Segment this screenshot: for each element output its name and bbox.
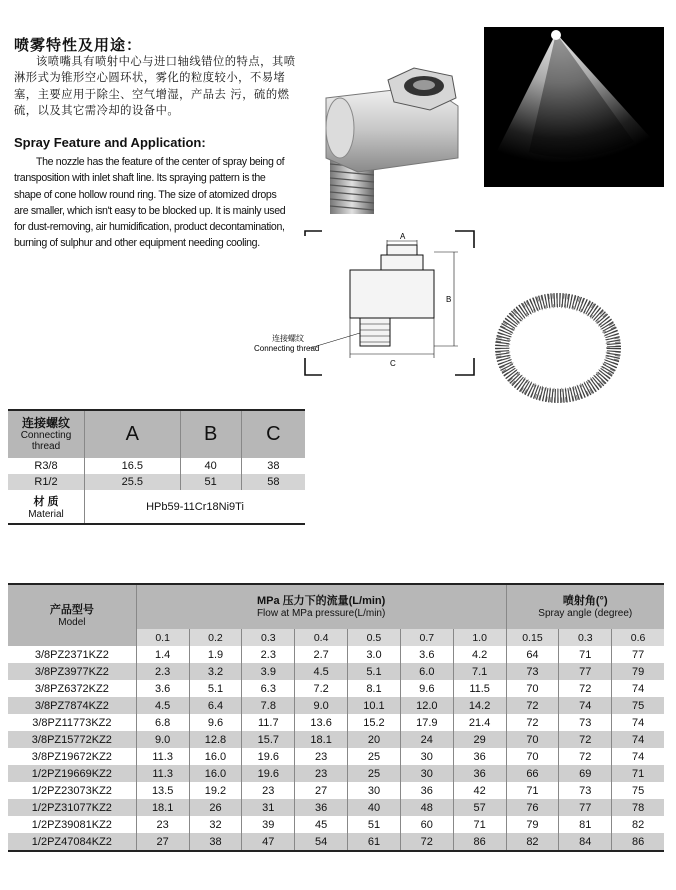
flow-cell: 36: [453, 748, 506, 765]
angle-cell: 86: [612, 833, 664, 851]
angle-cell: 69: [559, 765, 612, 782]
model-cell: 1/2PZ47084KZ2: [8, 833, 136, 851]
flow-cell: 19.6: [242, 765, 295, 782]
title-en: Spray Feature and Application:: [14, 135, 206, 150]
angle-cell: 74: [612, 748, 664, 765]
material-label-cn: 材 质: [33, 496, 59, 508]
angle-cell: 72: [506, 697, 559, 714]
angle-cell: 73: [559, 714, 612, 731]
flow-cell: 13.5: [136, 782, 189, 799]
flow-cell: 19.6: [242, 748, 295, 765]
flow-cell: 38: [189, 833, 242, 851]
angle-cell: 82: [612, 816, 664, 833]
flow-cell: 11.3: [136, 748, 189, 765]
flow-cell: 60: [400, 816, 453, 833]
flow-cell: 7.8: [242, 697, 295, 714]
dim-label-b: B: [446, 295, 452, 304]
flow-cell: 6.4: [189, 697, 242, 714]
header-col-c: C: [241, 410, 305, 458]
flow-cell: 30: [400, 765, 453, 782]
flow-cell: 11.7: [242, 714, 295, 731]
angle-cell: 66: [506, 765, 559, 782]
flow-cell: 57: [453, 799, 506, 816]
model-cell: 1/2PZ23073KZ2: [31, 784, 112, 797]
flow-cell: 23: [295, 748, 348, 765]
angle-cell: 73: [506, 663, 559, 680]
pressure-header: 0.1: [136, 629, 189, 646]
model-cell: 3/8PZ7874KZ2: [8, 697, 136, 714]
flow-cell: 25: [348, 748, 401, 765]
flow-cell: 16.0: [189, 748, 242, 765]
table-row: [8, 799, 664, 816]
spray-ring-pattern: [484, 282, 634, 412]
material-value: HPb59-11Cr18Ni9Ti: [85, 490, 306, 524]
angle-cell: 74: [612, 714, 664, 731]
flow-cell: 23: [242, 782, 295, 799]
flow-cell: 36: [400, 782, 453, 799]
table-row: [8, 748, 664, 765]
header-col-b: B: [180, 410, 241, 458]
flow-cell: 15.7: [242, 731, 295, 748]
thread-label-cn: 连接螺纹: [272, 334, 304, 343]
model-cell: 3/8PZ2371KZ2: [34, 648, 109, 661]
header-connecting-thread: 连接螺纹 Connecting thread: [8, 410, 85, 458]
angle-cell: 71: [559, 646, 612, 663]
table-row: [8, 663, 664, 680]
flow-cell: 13.6: [295, 714, 348, 731]
flow-cell: 12.8: [189, 731, 242, 748]
flow-cell: 4.5: [136, 697, 189, 714]
flow-cell: 6.0: [400, 663, 453, 680]
dim-label-c: C: [390, 359, 396, 368]
flow-cell: 18.1: [136, 799, 189, 816]
angle-cell: 71: [612, 765, 664, 782]
flow-cell: 54: [295, 833, 348, 851]
angle-cell: 64: [506, 646, 559, 663]
flow-cell: 5.1: [189, 680, 242, 697]
flow-cell: 5.1: [348, 663, 401, 680]
angle-cell: 82: [506, 833, 559, 851]
flow-cell: 9.6: [400, 680, 453, 697]
flow-cell: 3.6: [136, 680, 189, 697]
flow-cell: 10.1: [348, 697, 401, 714]
flow-cell: 1.9: [189, 646, 242, 663]
flow-cell: 21.4: [453, 714, 506, 731]
model-cell: 1/2PZ39081KZ2: [31, 818, 112, 831]
flow-cell: 3.0: [348, 646, 401, 663]
pressure-header: 0.2: [189, 629, 242, 646]
angle-pressure-header: 0.3: [559, 629, 612, 646]
model-cell: 3/8PZ11773KZ2: [32, 716, 112, 729]
pressure-header: 1.0: [453, 629, 506, 646]
table-row: [8, 646, 664, 663]
material-row: [8, 490, 305, 524]
header-model: 产品型号 Model: [8, 584, 136, 646]
flow-cell: 47: [242, 833, 295, 851]
flow-cell: 72: [400, 833, 453, 851]
flow-cell: 48: [400, 799, 453, 816]
angle-cell: 72: [559, 748, 612, 765]
angle-cell: 70: [506, 748, 559, 765]
flow-cell: 20: [348, 731, 401, 748]
header-spray-angle: 喷射角(°) Spray angle (degree): [506, 584, 664, 629]
flow-cell: 3.9: [242, 663, 295, 680]
table-row: [8, 680, 664, 697]
angle-cell: 77: [559, 663, 612, 680]
flow-cell: 45: [295, 816, 348, 833]
flow-cell: 39: [242, 816, 295, 833]
flow-cell: 9.0: [295, 697, 348, 714]
pressure-header: 0.3: [242, 629, 295, 646]
table-row: [8, 816, 664, 833]
flow-cell: 17.9: [400, 714, 453, 731]
flow-cell: 27: [136, 833, 189, 851]
pressure-header: 0.4: [295, 629, 348, 646]
table-row: [8, 714, 664, 731]
thread-label-en: Connecting thread: [254, 344, 320, 353]
angle-cell: 81: [559, 816, 612, 833]
dimension-drawing: [250, 228, 482, 380]
dimensions-table: [8, 409, 305, 525]
flow-cell: 32: [189, 816, 242, 833]
material-label-en: Material: [28, 509, 64, 520]
table-row: [8, 765, 664, 782]
flow-cell: 9.6: [189, 714, 242, 731]
flow-cell: 7.1: [453, 663, 506, 680]
table-row: [8, 697, 664, 714]
model-cell: 3/8PZ3977KZ2: [8, 663, 136, 680]
flow-cell: 18.1: [295, 731, 348, 748]
model-cell: 3/8PZ19672KZ2: [31, 750, 112, 763]
angle-cell: 77: [559, 799, 612, 816]
header-col-a: A: [85, 410, 181, 458]
table-row: [8, 782, 664, 799]
angle-pressure-header: 0.6: [612, 629, 664, 646]
flow-cell: 6.8: [136, 714, 189, 731]
flow-cell: 8.1: [348, 680, 401, 697]
flow-cell: 6.3: [242, 680, 295, 697]
description-cn: 该喷嘴具有喷射中心与进口轴线错位的特点，其喷淋形式为锥形空心圆环状，雾化的粒度较小，不易堵塞，主要应用于除尘、空气增湿，产品去 污，硫的燃硫，以及其它需冷却的设备中。: [14, 55, 296, 118]
flow-cell: 26: [189, 799, 242, 816]
angle-cell: 78: [612, 799, 664, 816]
flow-cell: 4.2: [453, 646, 506, 663]
flow-cell: 29: [453, 731, 506, 748]
angle-cell: 84: [559, 833, 612, 851]
angle-cell: 74: [612, 680, 664, 697]
flow-cell: 11.5: [453, 680, 506, 697]
angle-cell: 71: [506, 782, 559, 799]
angle-cell: 79: [612, 663, 664, 680]
flow-cell: 36: [295, 799, 348, 816]
model-cell: 1/2PZ19669KZ2: [8, 765, 136, 782]
flow-cell: 23: [136, 816, 189, 833]
flow-cell: 23: [295, 765, 348, 782]
spray-pattern-photo: [484, 27, 664, 187]
angle-cell: 72: [559, 680, 612, 697]
flow-cell: 14.2: [453, 697, 506, 714]
table-row: [8, 731, 664, 748]
flow-cell: 9.0: [136, 731, 189, 748]
angle-pressure-header: 0.15: [506, 629, 559, 646]
angle-cell: 74: [559, 697, 612, 714]
flow-cell: 42: [453, 782, 506, 799]
flow-cell: 86: [453, 833, 506, 851]
angle-cell: 75: [612, 782, 664, 799]
dim-label-a: A: [400, 232, 406, 241]
flow-cell: 2.3: [136, 663, 189, 680]
pressure-header: 0.5: [348, 629, 401, 646]
pressure-header: 0.7: [400, 629, 453, 646]
flow-cell: 61: [348, 833, 401, 851]
flow-cell: 19.2: [189, 782, 242, 799]
angle-cell: 72: [506, 714, 559, 731]
flow-cell: 16.0: [189, 765, 242, 782]
angle-cell: 73: [559, 782, 612, 799]
flow-cell: 7.2: [295, 680, 348, 697]
flow-cell: 24: [400, 731, 453, 748]
angle-cell: 74: [612, 731, 664, 748]
flow-cell: 11.3: [136, 765, 189, 782]
flow-cell: 3.6: [400, 646, 453, 663]
flow-cell: 4.5: [295, 663, 348, 680]
flow-cell: 2.3: [242, 646, 295, 663]
model-cell: 3/8PZ15772KZ2: [8, 731, 136, 748]
flow-cell: 1.4: [136, 646, 189, 663]
flow-cell: 15.2: [348, 714, 401, 731]
flow-cell: 12.0: [400, 697, 453, 714]
angle-cell: 70: [506, 680, 559, 697]
angle-cell: 77: [612, 646, 664, 663]
angle-cell: 79: [506, 816, 559, 833]
flow-cell: 51: [348, 816, 401, 833]
flow-cell: 3.2: [189, 663, 242, 680]
flow-cell: 40: [348, 799, 401, 816]
flow-cell: 30: [400, 748, 453, 765]
flow-cell: 36: [453, 765, 506, 782]
angle-cell: 76: [506, 799, 559, 816]
flow-cell: 30: [348, 782, 401, 799]
title-cn: 喷雾特性及用途：: [14, 36, 143, 54]
model-cell: 1/2PZ31077KZ2: [8, 799, 136, 816]
table-row: [8, 833, 664, 851]
header-flow: MPa 压力下的流量(L/min) Flow at MPa pressure(L/min): [136, 584, 506, 629]
flow-cell: 2.7: [295, 646, 348, 663]
table-row: R1/2 25.5 51 58: [8, 474, 305, 490]
description-en: The nozzle has the feature of the center of spray being of transposition with inlet shaft line. Its spraying pattern is the shape of cone hollow round ring. The size of atomized drops are smaller, which isn't easy to be blocked up. It is mainly used for dust-removing, air humidification, product decontamination, burning of sulphur and other equipment needing cooling.: [14, 156, 286, 250]
angle-cell: 72: [559, 731, 612, 748]
table-row: R3/8 16.5 40 38: [8, 458, 305, 474]
flow-cell: 27: [295, 782, 348, 799]
flow-cell: 71: [453, 816, 506, 833]
flow-cell: 25: [348, 765, 401, 782]
nozzle-product-illustration: [318, 40, 468, 220]
model-cell: 3/8PZ6372KZ2: [34, 682, 109, 695]
flow-rate-table: [8, 583, 664, 852]
angle-cell: 70: [506, 731, 559, 748]
angle-cell: 75: [612, 697, 664, 714]
flow-cell: 31: [242, 799, 295, 816]
